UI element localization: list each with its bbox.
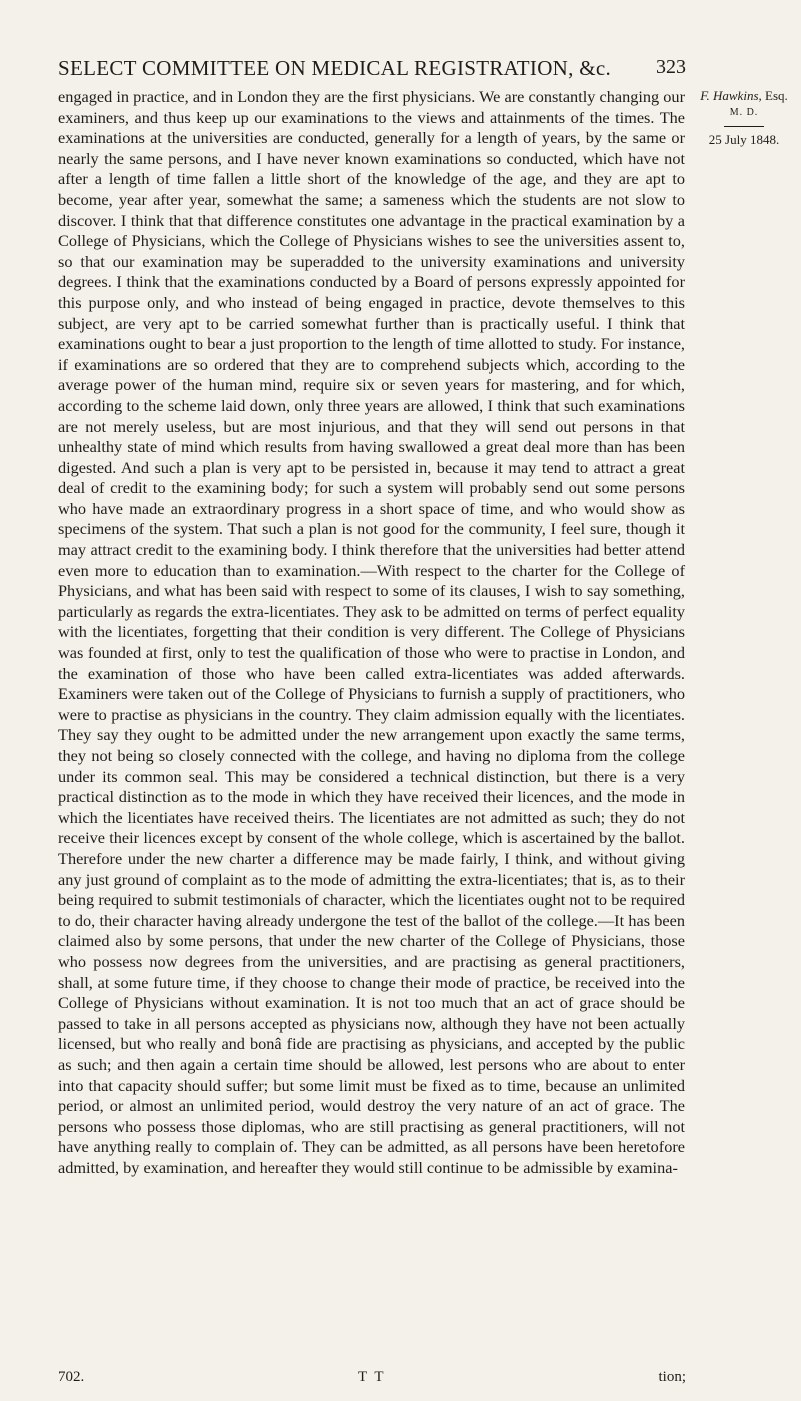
margin-note	[690, 87, 798, 148]
margin-divider	[724, 126, 764, 127]
running-title: SELECT COMMITTEE ON MEDICAL REGISTRATION, &c.	[58, 56, 612, 80]
signature-mark: T T	[358, 1369, 386, 1385]
sheet-number: 702.	[58, 1369, 85, 1385]
catchword: tion;	[658, 1369, 686, 1385]
witness-name: F. Hawkins,	[700, 88, 762, 103]
page-number: 323	[656, 56, 686, 78]
witness-suffix: Esq.	[765, 88, 788, 103]
witness-line	[690, 87, 798, 104]
evidence-date: 25 July 1848.	[708, 132, 780, 147]
body-paragraph: engaged in practice, and in London they are the first physicians. We are constantly changing our examiners, and thus keep up our examinations to the views and attainments of the times. The examinations at the universities are conducted, generally for a length of years, by the same or nearly the same persons, and I have never known examinations so conducted, which have not after a length of time fallen a little short of the knowledge of the age, and they are apt to become, year after year, somewhat the same; a sameness which the students are not slow to discover. I think that that difference constitutes one advantage in the practical examination by a College of Physicians, which the College of Physicians wishes to see the universities assent to, so that our examination may be superadded to the university examinations and university degrees. I think that the examinations conducted by a Board of persons expressly appointed for this purpose only, and who instead of being engaged in practice, devote themselves to this subject, are very apt to be carried somewhat further than is practically useful. I think that examinations ought to bear a just proportion to the length of time allotted to study. For instance, if examinations are so ordered that they are to comprehend subjects which, according to the average power of the human mind, require six or seven years for mastering, and for which, according to the scheme laid down, only three years are allowed, I think that such examinations are not merely useless, but are most injurious, and that they will send out persons in that unhealthy state of mind which results from having swallowed a great deal more than has been digested. And such a plan is very apt to be persisted in, because it may tend to attract a great deal of credit to the examining body; for such a system will probably send out some persons who have made an extraordinary progress in a short space of time, and who would show as specimens of the system. That such a plan is not good for the community, I feel sure, though it may attract credit to the examining body. I think therefore that the universities had better attend even more to education than to examination.—With respect to the charter for the College of Physicians, and what has been said with respect to some of its clauses, I wish to say something, particularly as regards the extra-licentiates. They ask to be admitted on terms of perfect equality with the licentiates, forgetting that their condition is very different. The College of Physicians was founded at first, only to test the qualification of those who were to practise in London, and the examination of those who have been called extra-licentiates was added afterwards. Examiners were taken out of the College of Physicians to furnish a supply of practitioners, who were to practise as physicians in the country. They claim admission equally with the licentiates. They say they ought to be admitted under the new arrangement upon exactly the same terms, they not being so closely connected with the college, and having no diploma from the college under its common seal. This may be considered a technical distinction, but there is a very practical distinction as to the mode in which they have received their licences, and the mode in which the licentiates have received theirs. The licentiates are not admitted as such; they do not receive their licences except by consent of the whole college, which is ascertained by the ballot. Therefore under the new charter a difference may be made fairly, I think, and without giving any just ground of complaint as to the mode of admitting the extra-licentiates; that is, as to their being required to submit testimonials of character, which the licentiates ought not to be required to do, their character having already undergone the test of the ballot of the college.—It has been claimed also by some persons, that under the new charter of the College of Physicians, those who possess now degrees from the universities, and are practising as general practitioners, shall, at some future time, if they choose to change their mode of practice, be received into the College of Physicians without examination. It is not too much that an act of grace should be passed to take in all persons accepted as physicians now, although they have not been actually licensed, but who really and bonâ fide are practising as physicians, and accepted by the public as such; and then again a certain time should be allowed, lest persons who are about to enter into that capacity should suffer; but some limit must be fixed as to time, because an unlimited period, or almost an unlimited period, would destroy the very nature of an act of grace. The persons who possess those diplomas, who are still practising as general practitioners, will not have anything really to complain of. They can be admitted, as all persons have been heretofore admitted, by examination, and hereafter they would still continue to be admissible by examina-	[58, 87, 685, 1177]
page-footer	[58, 1369, 686, 1391]
witness-degree: M. D.	[729, 107, 759, 118]
